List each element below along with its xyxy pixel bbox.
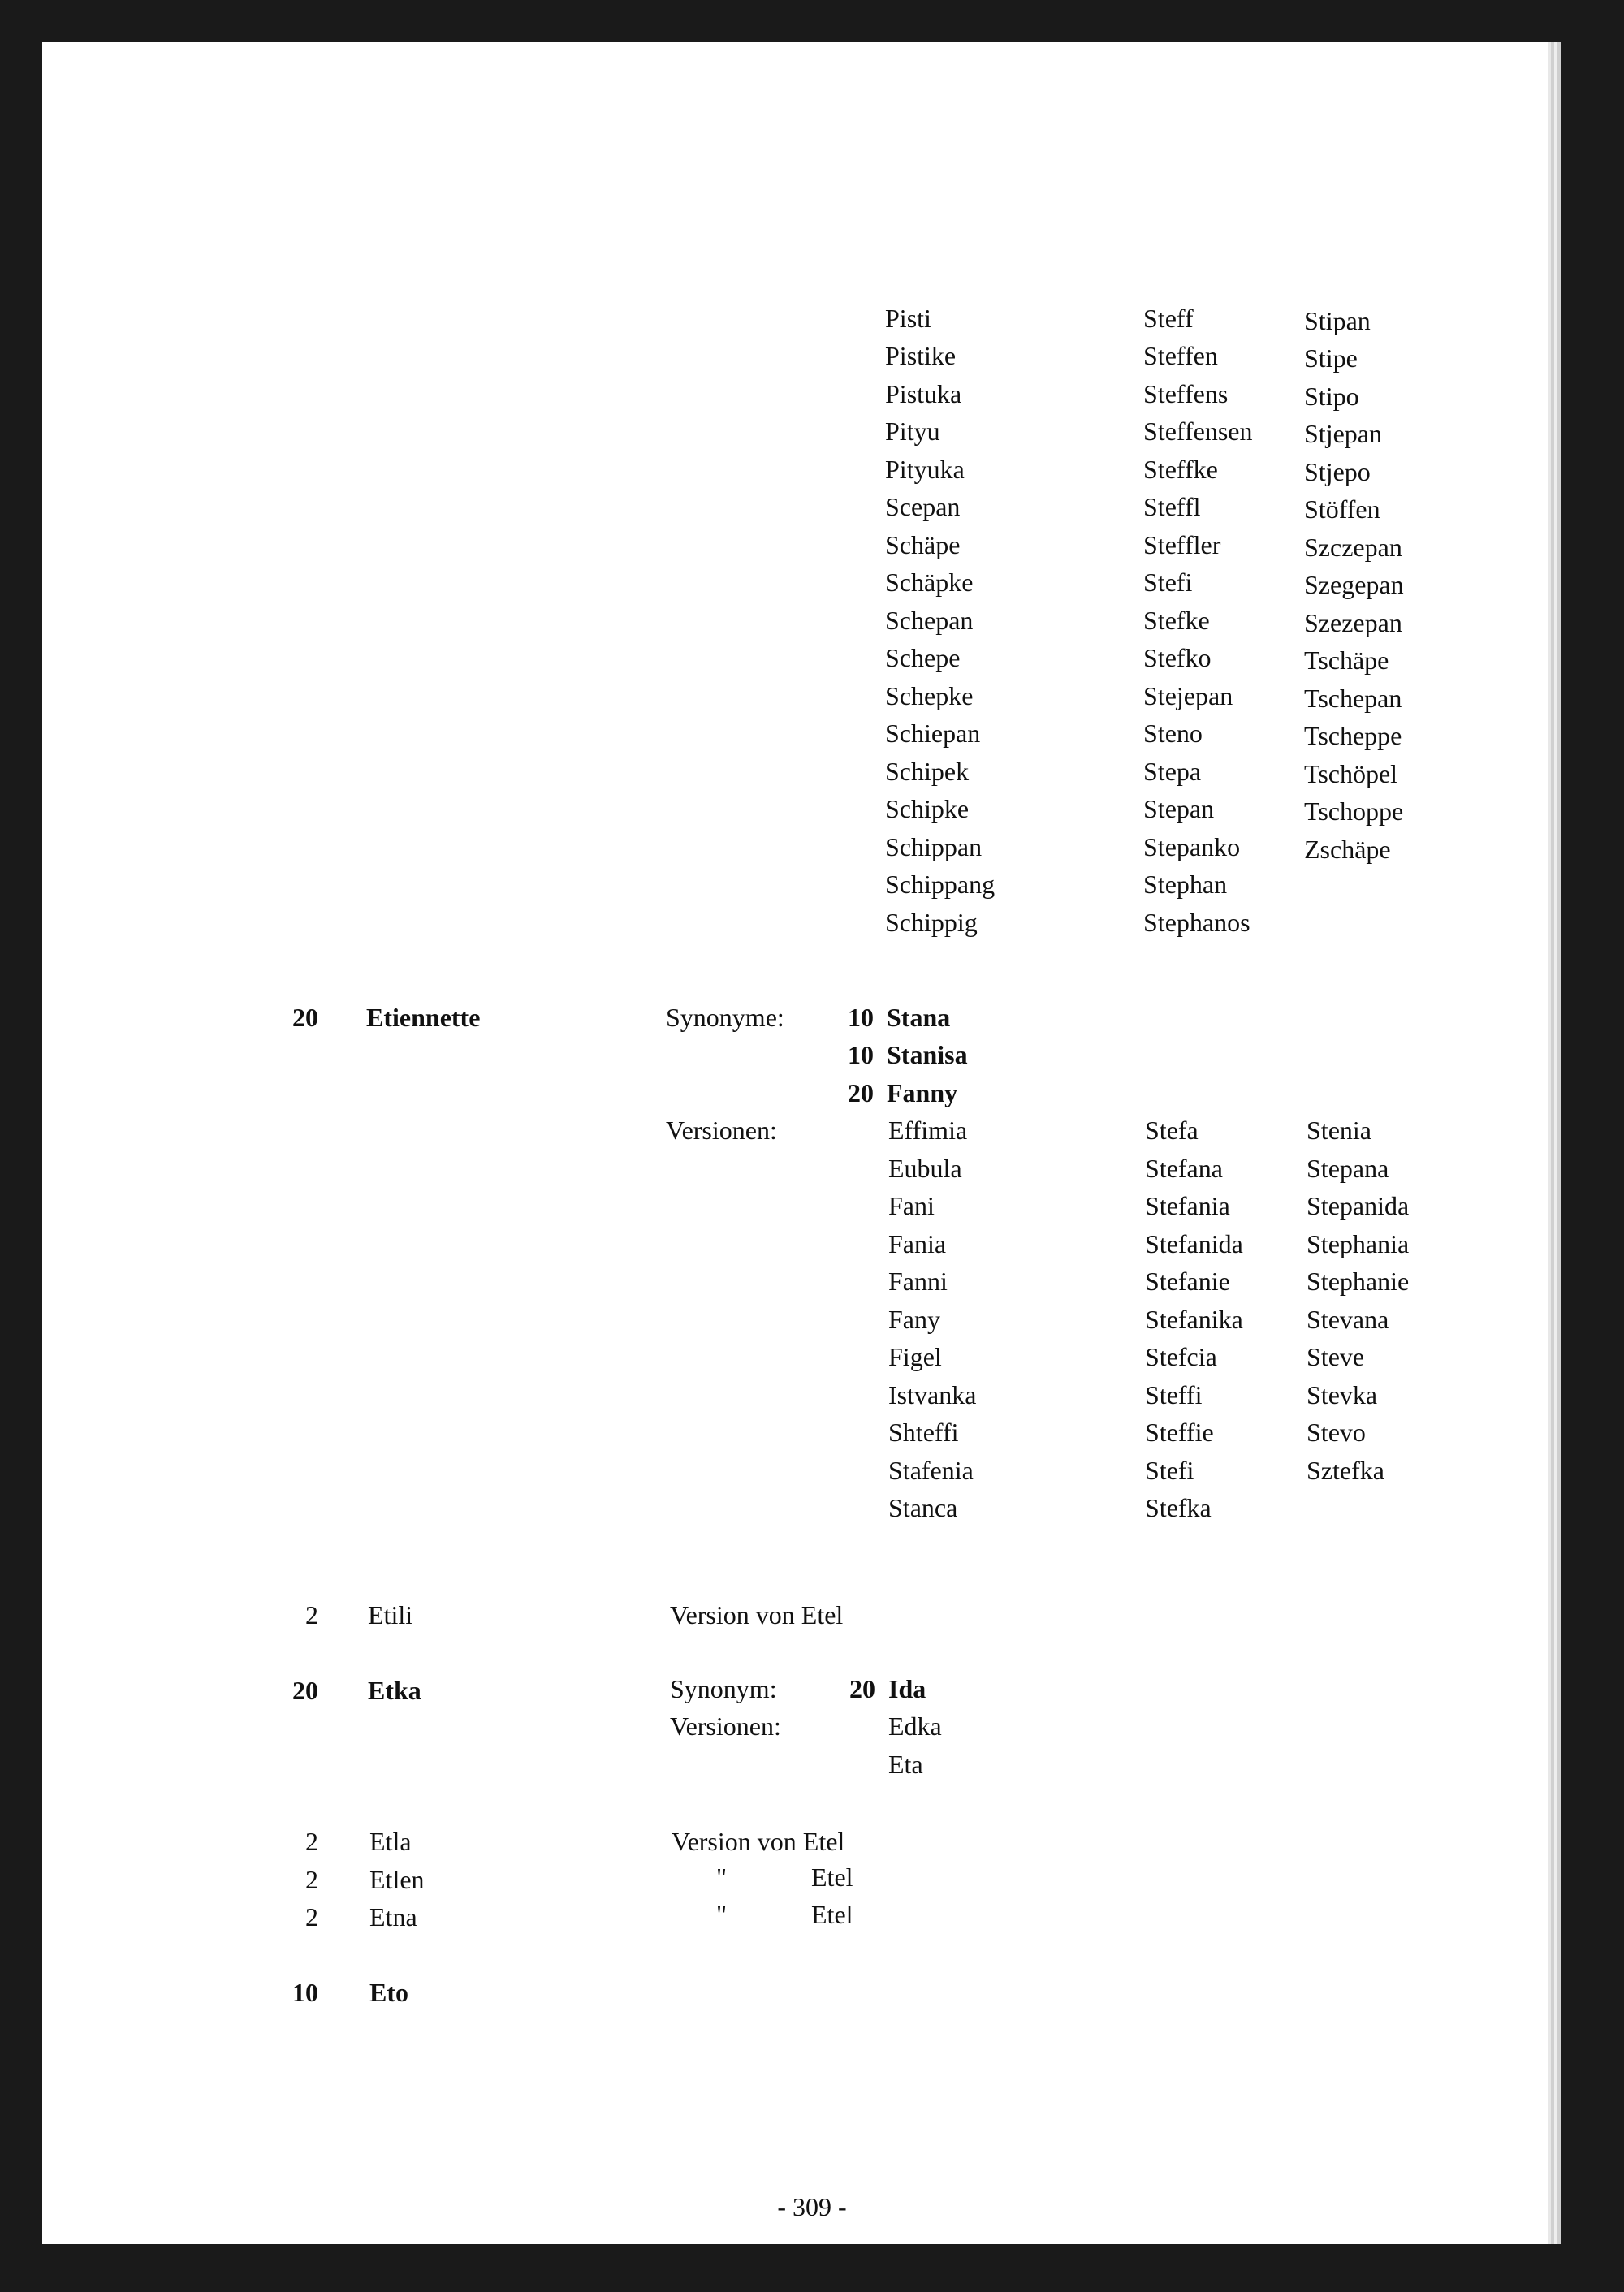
version-item: Shteffi <box>888 1418 959 1447</box>
version-item: Stepanida <box>1307 1191 1410 1220</box>
list-item: Stefke <box>1143 606 1210 635</box>
version-item: Stefa <box>1145 1116 1199 1145</box>
list-item: Schippan <box>885 832 983 861</box>
synonym-number: 20 <box>849 1674 875 1703</box>
list-item: Zschäpe <box>1304 835 1391 864</box>
list-item: Steffensen <box>1143 417 1253 446</box>
entry-note: Version von Etel <box>672 1827 845 1856</box>
list-item: Pityuka <box>885 455 965 484</box>
version-item: Stevka <box>1307 1380 1378 1409</box>
version-item: Figel <box>888 1342 942 1371</box>
entry-name: Etlen <box>369 1865 425 1894</box>
list-item: Stefi <box>1143 568 1193 597</box>
list-item: Schepan <box>885 606 974 635</box>
list-item: Schippig <box>885 908 978 937</box>
version-item: Stefanika <box>1145 1305 1243 1334</box>
list-item: Stipan <box>1304 306 1371 335</box>
list-item: Stipo <box>1304 382 1359 411</box>
list-item: Steffler <box>1143 530 1221 559</box>
list-item: Stephan <box>1143 870 1228 899</box>
list-item: Tschepan <box>1304 684 1402 713</box>
list-item: Steffke <box>1143 455 1218 484</box>
version-item: Steffi <box>1145 1380 1203 1409</box>
entry-number: 2 <box>305 1827 318 1856</box>
synonym-number: 10 <box>848 1003 874 1032</box>
version-item: Effimia <box>888 1116 968 1145</box>
list-item: Schepke <box>885 681 974 710</box>
list-item: Schippang <box>885 870 996 899</box>
entry-number: 2 <box>305 1600 318 1629</box>
version-item: Stevana <box>1307 1305 1389 1334</box>
list-item: Stjepo <box>1304 457 1371 486</box>
version-item: Stefanida <box>1145 1229 1243 1258</box>
entry-name: Eto <box>369 1978 408 2007</box>
version-item: Stefanie <box>1145 1267 1230 1296</box>
versions-label: Versionen: <box>670 1711 781 1741</box>
version-item: Stafenia <box>888 1456 974 1485</box>
list-item: Tschöpel <box>1304 759 1398 788</box>
version-item: Sztefka <box>1307 1456 1384 1485</box>
list-item: Steff <box>1143 304 1194 333</box>
book-page <box>42 42 1548 2244</box>
entry-name: Etiennette <box>366 1003 481 1032</box>
version-item: Edka <box>888 1711 942 1741</box>
list-item: Tschoppe <box>1304 796 1404 826</box>
version-item: Stefka <box>1145 1493 1212 1522</box>
entry-number: 2 <box>305 1865 318 1894</box>
entry-note: Version von Etel <box>670 1600 844 1629</box>
list-item: Schiepan <box>885 719 981 748</box>
list-item: Stepan <box>1143 794 1215 823</box>
version-item: Stefcia <box>1145 1342 1217 1371</box>
version-item: Fanni <box>888 1267 948 1296</box>
version-item: Steffie <box>1145 1418 1214 1447</box>
list-item: Stjepan <box>1304 419 1382 448</box>
synonym-name: Ida <box>888 1674 926 1703</box>
entry-name: Etna <box>369 1902 417 1932</box>
list-item: Schäpe <box>885 530 961 559</box>
synonym-name: Stana <box>887 1003 951 1032</box>
version-item: Stefana <box>1145 1154 1223 1183</box>
entry-number: 10 <box>292 1978 318 2007</box>
entry-ref: Etel <box>811 1900 853 1929</box>
list-item: Stejepan <box>1143 681 1233 710</box>
list-item: Pityu <box>885 417 940 446</box>
list-item: Stepa <box>1143 757 1202 786</box>
list-item: Stipe <box>1304 343 1358 373</box>
list-item: Stephanos <box>1143 908 1250 937</box>
entry-number: 20 <box>292 1676 318 1705</box>
version-item: Stefi <box>1145 1456 1194 1485</box>
version-item: Fany <box>888 1305 940 1334</box>
list-item: Steffl <box>1143 492 1201 521</box>
list-item: Schipke <box>885 794 970 823</box>
versions-label: Versionen: <box>666 1116 777 1145</box>
list-item: Szegepan <box>1304 570 1404 599</box>
version-item: Eta <box>888 1750 923 1779</box>
entry-ref: Etel <box>811 1863 853 1892</box>
entry-number: 20 <box>292 1003 318 1032</box>
list-item: Steno <box>1143 719 1203 748</box>
version-item: Stepana <box>1307 1154 1389 1183</box>
ditto-mark: " <box>716 1900 728 1929</box>
entry-name: Etka <box>368 1676 421 1705</box>
synonym-number: 20 <box>848 1078 874 1107</box>
list-item: Stöffen <box>1304 494 1380 524</box>
version-item: Stevo <box>1307 1418 1366 1447</box>
list-item: Tschäpe <box>1304 645 1389 675</box>
list-item: Schipek <box>885 757 970 786</box>
synonyms-label: Synonyme: <box>666 1003 784 1032</box>
version-item: Istvanka <box>888 1380 977 1409</box>
entry-number: 2 <box>305 1902 318 1932</box>
entry-name: Etla <box>369 1827 412 1856</box>
version-item: Fania <box>888 1229 947 1258</box>
list-item: Pistuka <box>885 379 962 408</box>
list-item: Szczepan <box>1304 533 1402 562</box>
version-item: Eubula <box>888 1154 962 1183</box>
list-item: Steffens <box>1143 379 1229 408</box>
list-item: Scepan <box>885 492 961 521</box>
version-item: Stephania <box>1307 1229 1410 1258</box>
synonym-label: Synonym: <box>670 1674 777 1703</box>
list-item: Steffen <box>1143 341 1218 370</box>
list-item: Schepe <box>885 643 961 672</box>
version-item: Fani <box>888 1191 935 1220</box>
version-item: Stefania <box>1145 1191 1230 1220</box>
version-item: Stephanie <box>1307 1267 1410 1296</box>
version-item: Steve <box>1307 1342 1365 1371</box>
list-item: Stepanko <box>1143 832 1241 861</box>
page-number: - 309 - <box>777 2192 847 2221</box>
synonym-name: Stanisa <box>887 1040 968 1069</box>
synonym-number: 10 <box>848 1040 874 1069</box>
entry-name: Etili <box>368 1600 413 1629</box>
list-item: Stefko <box>1143 643 1212 672</box>
ditto-mark: " <box>716 1863 728 1892</box>
list-item: Pisti <box>885 304 931 333</box>
version-item: Stenia <box>1307 1116 1371 1145</box>
list-item: Tscheppe <box>1304 721 1402 750</box>
version-item: Stanca <box>888 1493 958 1522</box>
synonym-name: Fanny <box>887 1078 958 1107</box>
list-item: Szezepan <box>1304 608 1402 637</box>
list-item: Schäpke <box>885 568 974 597</box>
list-item: Pistike <box>885 341 957 370</box>
